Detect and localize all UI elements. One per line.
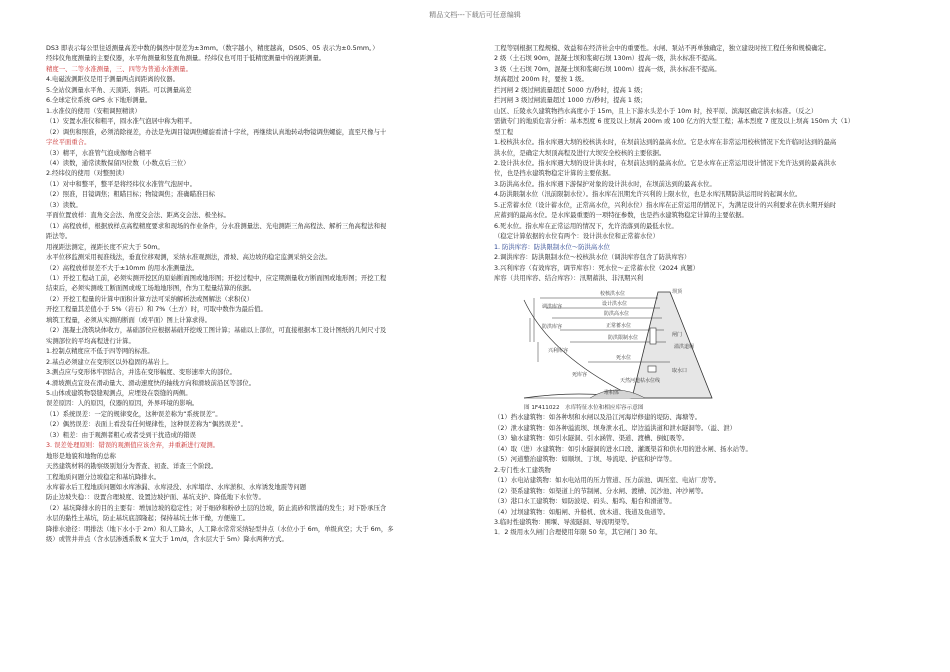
text-line: 应蓄到的最高水位。是水库最重要的一项特征参数，也是挡水建筑物稳定计算的主要依据。 <box>494 212 748 220</box>
text-line: 拦河闸 2 级过闸流量超过 5000 方/秒时，提高 1 级； <box>494 86 647 94</box>
text-line: 距法等。 <box>46 233 72 241</box>
fig-label-gate: 闸门 <box>672 332 683 339</box>
text-line: 2.经纬仪的使用（对整照读） <box>46 170 129 178</box>
text-line: （4）过坝建筑物：如船闸、升船机、放木道、筏道及鱼道等。 <box>494 508 670 516</box>
text-line: 经纬仪角度测量的主要仪器，水平角测量和竖直角测量。经纬仪也可用于低精度测量中的视距测量。 <box>46 55 326 63</box>
text-line: 结束后，必须实测竣工断面图或竣工场地地形图，作为工程量结算的依据。 <box>46 285 256 293</box>
fig-label-flood-control-storage: 防洪库容 <box>542 324 563 331</box>
text-line: 山区、丘陵永久建筑物挡水高度小于 15m，且上下游水头差小于 10m 时，按平原、滨海区确定洪水标准。（反之） <box>494 107 818 115</box>
text-line: 1.水准仪的使用（安粗调照精读） <box>46 107 141 115</box>
text-line: 精度一、二等水准测量，三、四等为普通水准测量。 <box>46 65 192 73</box>
page-header: 精品文档---下载后可任意编辑 <box>429 11 521 19</box>
text-line: 需做专门的地质危害分析：基本烈度 6 度及以上坝高 200m 或 100 亿方的大型工程；基本烈度 7 度及以上坝高 150m 大（1） <box>494 118 855 126</box>
text-line: 降排水途径：明排法（地下水小于 2m）和人工降水，人工降水常常采纳轻型井点（水位小于 6m，单级真空；大于 6m，多 <box>46 525 394 533</box>
text-line: （2）基坑降排水的目的主要有：增加边坡的稳定性；对于细砂和粉砂土层的边坡，防止流砂和管涌的发生；对下卧承压含 <box>46 504 387 512</box>
text-line: （稳定计算依据的水位有两个：设计洪水位和正常蓄水位） <box>494 233 659 241</box>
text-line: 级）或管井井点（含水层渗透系数 K 宜大于 1m/d，含水层大于 5m）降水两种方式。 <box>46 536 288 544</box>
fig-label-flood-control-high-level: 防洪高水位 <box>604 311 630 318</box>
fig-label-dead-water-level: 死水位 <box>616 355 632 362</box>
text-line: 填筑工程量，必须从实测的断面（或平面）图上计算求得。 <box>46 316 211 324</box>
text-line: 3.防洪高水位。指水库遇下游保护对象的设计洪水时，在坝前达到的最高水位。 <box>494 180 716 188</box>
text-line: （2）混凝土浇筑块体收方，基础部位应根据基础开挖竣工图计算；基础以上部位，可直接根据本工设计图纸的几何尺寸及 <box>46 327 387 335</box>
text-line: 3.临时性建筑物：围堰、导流隧洞、导流明渠等。 <box>494 518 634 526</box>
fig-label-beneficial-storage: 兴利库容 <box>548 348 569 355</box>
text-line: 洪水位，是确定大坝顶高程及进行大坝安全校核的主要依据。 <box>494 149 666 157</box>
text-line: （3）粗差：由于观测者粗心或者受到干扰造成的错误 <box>46 431 196 439</box>
text-line: （3）输水建筑物：如引水隧洞、引水涵管、渠道、渡槽、倒虹吸等。 <box>494 435 689 443</box>
text-line: 5.全站仪测量水平角、天顶距、斜距。可以测量高差 <box>46 86 192 94</box>
text-line: （2）调焦和照准，必须消除视差，办法是先调目镜调焦螺旋看清十字丝，再继续认真地转动物镜调焦螺旋，直至尺像与十 <box>46 128 387 136</box>
text-line: 3.兴利库容（有效库容，调节库容）：死水位～正常蓄水位（2024 真题） <box>494 264 700 272</box>
fig-label-natural-low-water-line: 天然河道枯水位线 <box>620 378 661 385</box>
text-line: 水层的黏性土基坑，防止基坑底部隆起；保持基坑土体干燥，方便施工。 <box>46 515 250 523</box>
text-line: 1.校核洪水位。指水库遇大坝的校核洪水时，在坝前达到的最高水位。它是水库在非常运用校核情况下允许临时达到的最高 <box>494 139 837 147</box>
text-line: （1）挡水建筑物：如各种坝和水闸以及沿江河海岸修建的堤防、海塘等。 <box>494 414 702 422</box>
text-line: 用视距法测定，视距长度不应大于 50m。 <box>46 243 164 251</box>
text-line: （2）开挖工程量的计算中面积计算方法可采纳解析法或图解法（求积仪） <box>46 295 254 303</box>
text-line: 开挖工程量其差值小于 5%（岩石）和 7%（土方）时，可取中数作为最后值。 <box>46 306 267 314</box>
text-line: 拦河闸 3 级过闸流量超过 1000 方/秒时，提高 1 级； <box>494 97 647 105</box>
text-line: （2）照准，目镜调焦；粗瞄目标；物镜调焦；准确瞄准目标 <box>46 191 215 199</box>
text-line: 地形是地貌和地物的总称 <box>46 452 116 460</box>
text-line: 3. 误差处理原则：错误的观测值应该舍弃，并重新进行观测。 <box>46 442 220 450</box>
text-line: 2.设计洪水位。指水库遇大坝的设计洪水时，在坝前达到的最高水位。它是水库在正常运用设计情况下允许达到的最高洪水 <box>494 159 837 167</box>
text-line: 6.全球定位系统 GPS 水下地形测量。 <box>46 97 152 105</box>
text-line: 1. 防洪库容：防洪限制水位～防洪高水位 <box>494 243 610 251</box>
text-line: 2.专门性水工建筑物 <box>494 466 551 474</box>
reservoir-level-figure <box>520 286 720 404</box>
text-line: 水库蓄水后工程地质问题如水库渗漏、水库浸没、水库塌岸、水库淤积、水库诱发地震等问题 <box>46 484 307 492</box>
right-bottom-text <box>494 413 912 538</box>
text-line: 字丝平面重合。 <box>46 139 91 147</box>
text-line: （3）读数。 <box>46 201 82 209</box>
fig-label-spillway-weir: 溢洪道堰 <box>674 344 695 351</box>
fig-label-dead-storage: 死库容 <box>572 372 588 379</box>
figure-caption: 图 1F411022 水库特征水位和相应库容示意图 <box>524 405 644 412</box>
fig-label-dam-crest: 坝顶 <box>672 289 683 296</box>
text-line: （4）取（进）水建筑物：如引水隧洞的进水口段、灌溉渠首和供水用的进水闸、扬水站等。 <box>494 445 752 453</box>
text-line: 防止边坡失稳：：设置合理坡度、设置边坡护面、基坑支护、降低地下水位等。 <box>46 494 265 502</box>
right-column <box>494 44 912 539</box>
text-line: 5.山体或建筑物裂缝观测点，应埋设在裂缝的两侧。 <box>46 389 192 397</box>
text-line: 1．2 级用永久闸门合理使用年限 50 年，其它闸门 30 年。 <box>494 529 662 537</box>
fig-label-sediment: 堆积体 <box>604 390 620 397</box>
text-line: （1）对中和整平，整平是将经纬仪水准管气泡居中。 <box>46 180 196 188</box>
text-line: 坝高超过 200m 时，要按 1 级。 <box>494 76 588 84</box>
text-line: 误差原因：人的原因，仪器的原因，外界环境的影响。 <box>46 400 199 408</box>
text-line: 平面位置放样：直角交会法、角度交会法、距离交会法、极坐标。 <box>46 212 230 220</box>
fig-label-design-flood-level: 设计洪水位 <box>602 301 628 308</box>
text-line: 1.控制点精度应不低于四等网的标准。 <box>46 348 154 356</box>
text-line: 天然建筑材料的勘察级别划分为普查、初查、详查三个阶段。 <box>46 463 218 471</box>
text-line: （1）开挖工程动工前，必须实测开挖区的原始断面图或地形图；开挖过程中，应定期测量收方断面图或地形图；开挖工程 <box>46 274 387 282</box>
text-line: 2.调洪库容：防洪限制水位～校核洪水位（调洪库容包含了防洪库容） <box>494 254 691 262</box>
text-line: （1）系统误差：一定的规律变化，这种误差称为“系统误差”。 <box>46 410 222 418</box>
text-line: 4.电磁波测距仪是用于测量两点间距离的仪器。 <box>46 76 179 84</box>
text-line: （2）偶然误差：表面上看没有任何规律性，这种误差称为“偶然误差”。 <box>46 421 247 429</box>
text-line: （3）精平，水准管气泡成像吻合精平 <box>46 149 152 157</box>
text-line: 库容（共用库容、结合库容）：汛期蓄洪、非汛期兴利 <box>494 274 644 282</box>
text-line: 4.防洪限制水位（汛前限制水位）。指水库在汛期允许兴利的上限水位，也是水库汛期防洪运用时的起调水位。 <box>494 191 802 199</box>
text-line: 2 级（土石坝 90m，混凝土坝和浆砌石坝 130m）提高一级，洪水标准不提高。 <box>494 55 721 63</box>
text-line: （2）高程放样误差不大于±10mm 的用水准测量法。 <box>46 264 199 272</box>
text-line: 型工程 <box>494 128 514 136</box>
left-column <box>46 44 486 546</box>
text-line: 2.基点必须建立在变形区以外稳固的基岩上。 <box>46 358 173 366</box>
text-line: （1）高程放样，根据放样点高程精度要求和现场的作业条件，分水准测量法、光电测距三角高程法、解析三角高程法和视 <box>46 222 387 230</box>
right-top-text <box>494 44 912 284</box>
fig-label-normal-storage-level: 正常蓄水位 <box>606 323 632 330</box>
text-line: （2）泄水建筑物：如各种溢流坝、坝身泄水孔、岸边溢洪道和泄水隧洞等。（溢、泄） <box>494 424 736 432</box>
text-line: 实测部位的平均高程进行计算。 <box>46 337 135 345</box>
text-line: 位，也是挡水建筑物稳定计算的主要依据。 <box>494 170 615 178</box>
text-line: （2）渠系建筑物：如渠道上的节制闸、分水闸、渡槽、沉沙池、冲沙闸等。 <box>494 487 708 495</box>
text-line: 4.滑坡测点宜设在滑动量大、滑动速度快的轴线方向和滑坡前沿区等部位。 <box>46 379 256 387</box>
text-line: 5.正常蓄水位（设计蓄水位，正常高水位，兴利水位）指水库在正常运用的情况下，为满足设计的兴利要求在供水期开始时 <box>494 201 837 209</box>
text-line: （3）港口水工建筑物：如防波堤、码头、船坞、船台和滑道等。 <box>494 498 676 506</box>
text-line: 3.测点应与变形体牢固结合，并选在变形幅度、变形速率大的部位。 <box>46 369 237 377</box>
fig-label-intake: 取水口 <box>672 368 688 375</box>
fig-label-check-flood-level: 校核洪水位 <box>600 291 626 298</box>
text-line: （1）安置水准仪和粗平，圆水准气泡居中称为粗平。 <box>46 118 196 126</box>
text-line: DS3 即表示每公里往返测量高差中数的偶然中误差为±3mm。（数字越小，精度越高，DS05、05 表示为±0.5mm。） <box>46 45 379 52</box>
text-line: （4）读数，通常读数保留四位数（小数点后三位） <box>46 159 190 167</box>
text-line: （5）河道整治建筑物：如顺坝、丁坝、导流堤、护底和护岸等。 <box>494 456 676 464</box>
text-line: 工程等别根据工程规模、效益和在经济社会中的重要性。水闸、泵站不再单独确定，独立建设时按工程任务和规模确定。 <box>494 45 831 52</box>
text-line: 6.死水位。指水库在正常运用的情况下，允许消落到的最低水位。 <box>494 222 678 230</box>
fig-label-flood-regulation-storage: 调洪库容 <box>542 304 563 311</box>
text-line: （1）水电站建筑物：如水电站用的压力管道、压力前池、调压室、电站厂房等。 <box>494 477 721 485</box>
text-line: 工程地质问题分边坡稳定和基坑降排水。 <box>46 473 161 481</box>
text-line: 水平位移监测采用视准线法，垂直位移观测，采纳水准观测法，滑坡、高边坡的稳定监测采纳交会法。 <box>46 254 332 262</box>
text-line: 3 级（土石坝 70m，混凝土坝和浆砌石坝 100m）提高一级，洪水标准不提高。 <box>494 65 721 73</box>
fig-label-flood-limit-level: 防洪限制水位 <box>608 335 639 342</box>
